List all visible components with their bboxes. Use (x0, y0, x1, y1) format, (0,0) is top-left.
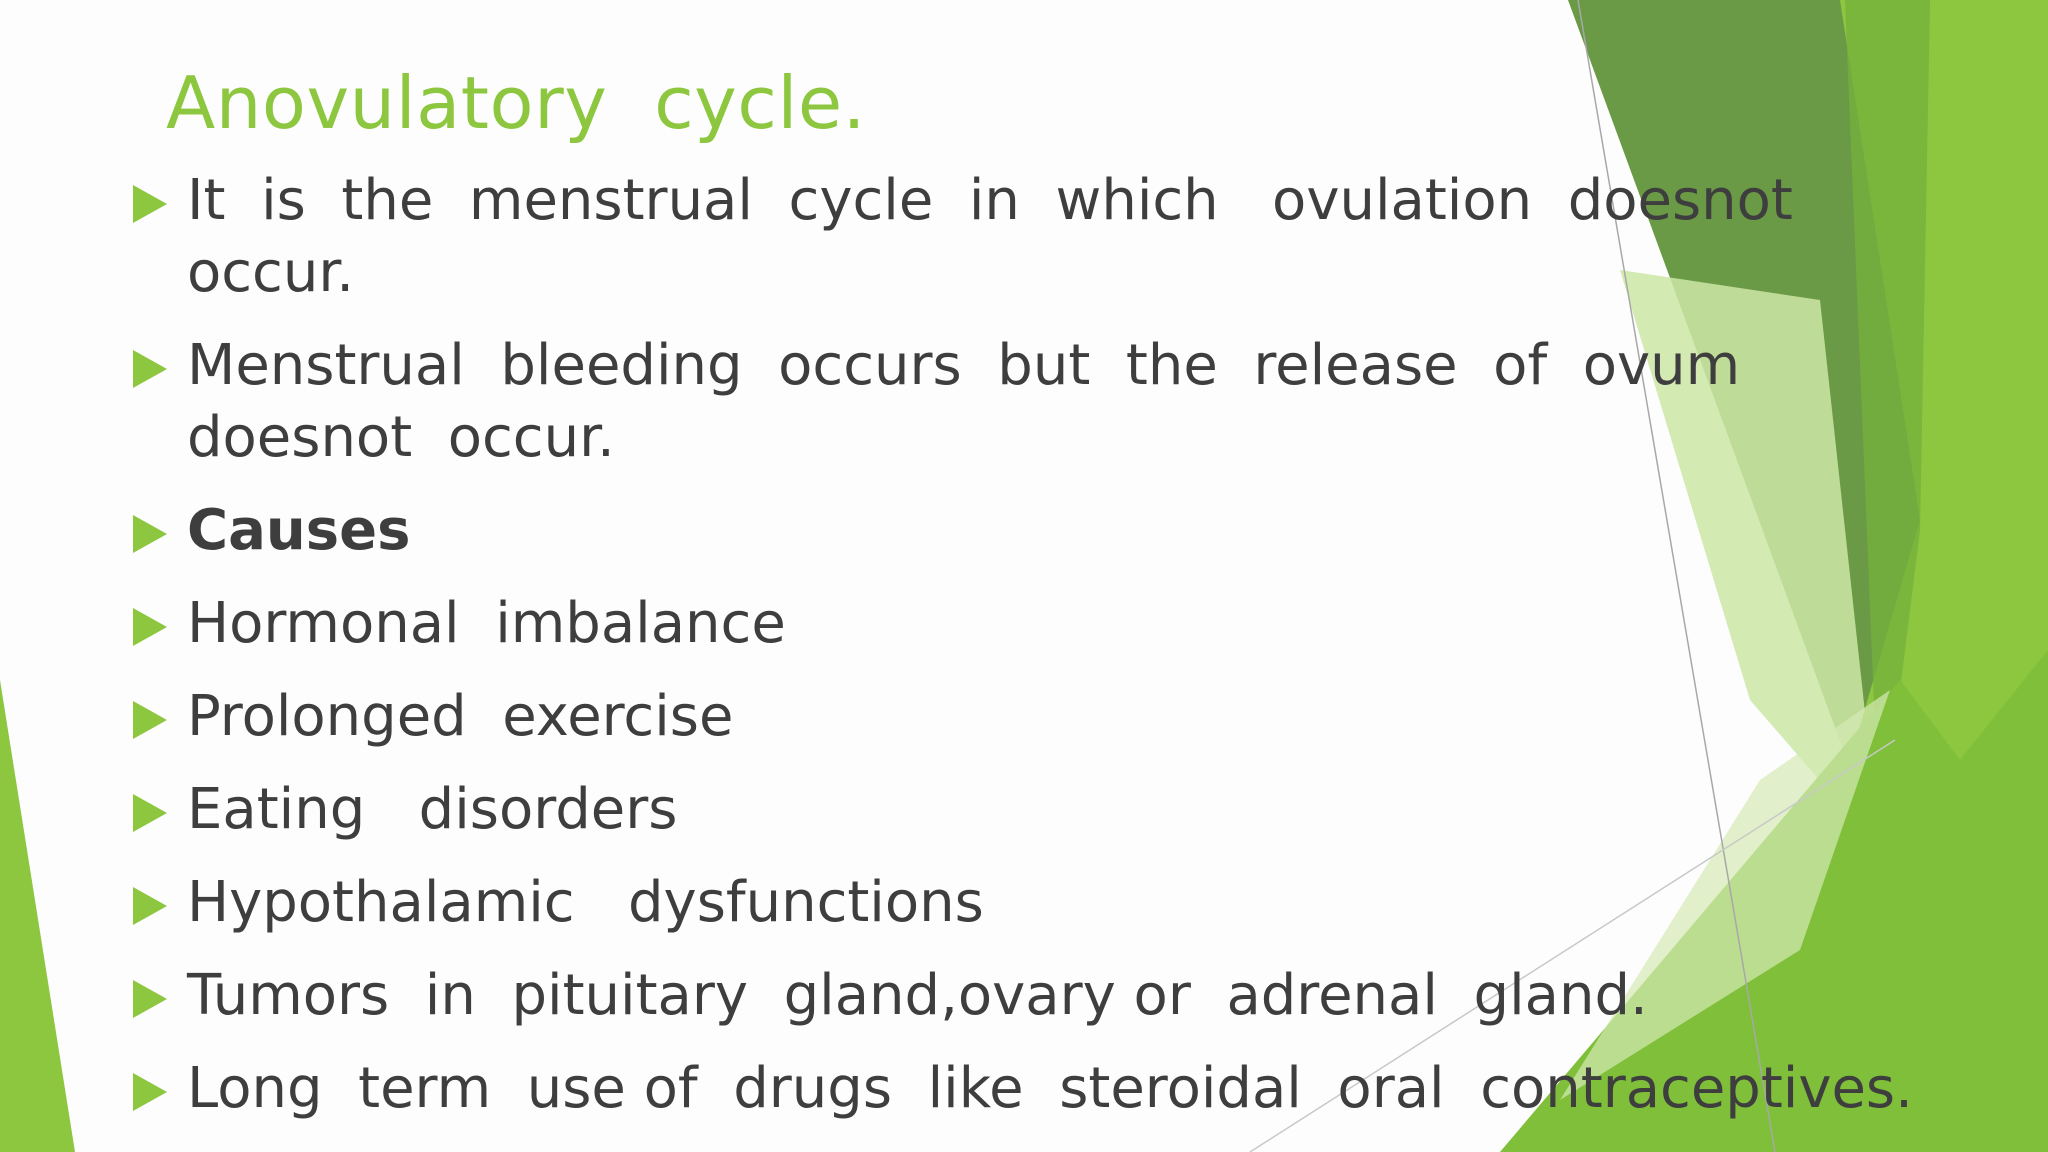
bullet-text: Eating disorders (187, 777, 678, 842)
bullet-text: Prolonged exercise (187, 684, 734, 749)
triangle-bullet-icon (133, 1073, 167, 1111)
triangle-bullet-icon (133, 701, 167, 739)
bullet-text-continued: doesnot occur. (187, 405, 615, 470)
bullet-heading: Causes (187, 498, 411, 563)
bullet-text: Hormonal imbalance (187, 591, 786, 656)
triangle-bullet-icon (133, 608, 167, 646)
bullet-text-continued: occur. (187, 240, 355, 305)
triangle-bullet-icon (133, 794, 167, 832)
triangle-bullet-icon (133, 887, 167, 925)
slide-title: Anovulatory cycle. (166, 61, 867, 145)
bullet-text: It is the menstrual cycle in which ovulation doesnot (187, 168, 1793, 233)
triangle-bullet-icon (133, 185, 167, 223)
left-accent-shape (0, 680, 75, 1152)
bullet-text: Tumors in pituitary gland,ovary or adrenal gland. (187, 963, 1648, 1028)
triangle-bullet-icon (133, 515, 167, 553)
bullet-text: Long term use of drugs like steroidal oral contraceptives. (187, 1056, 1913, 1121)
bullet-text: Hypothalamic dysfunctions (187, 870, 984, 935)
bullet-text: Menstrual bleeding occurs but the release of ovum (187, 333, 1741, 398)
triangle-bullet-icon (133, 980, 167, 1018)
triangle-bullet-icon (133, 350, 167, 388)
